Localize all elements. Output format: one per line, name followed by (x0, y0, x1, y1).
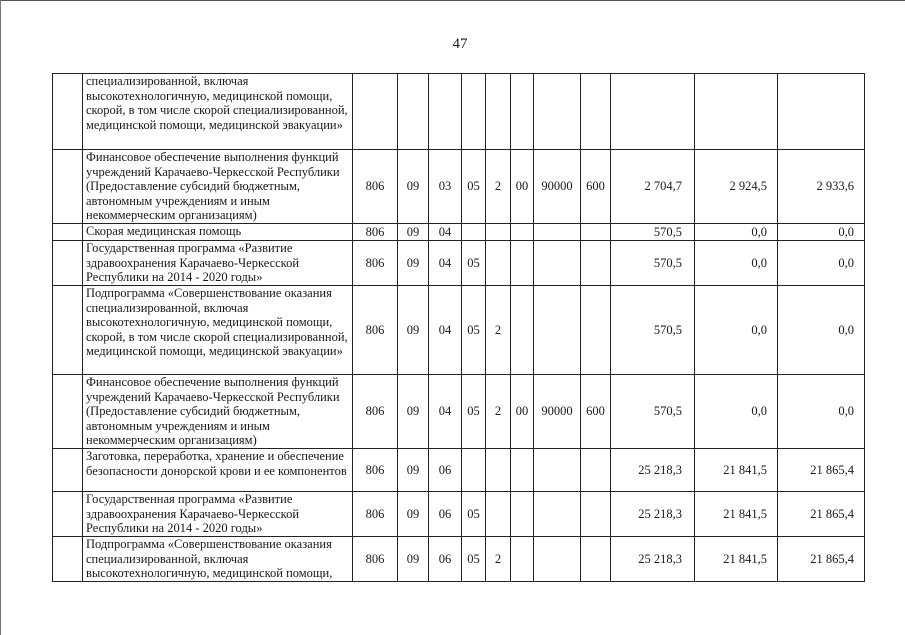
cell-cs1: 05 (462, 491, 486, 536)
cell-y1: 570,5 (611, 240, 695, 285)
cell-cs1: 05 (462, 285, 486, 374)
cell-y1: 2 704,7 (611, 150, 695, 224)
cell-y3: 2 933,6 (778, 150, 865, 224)
table-row (53, 223, 865, 240)
cell-pr: 04 (429, 285, 462, 374)
cell-ved: 806 (353, 536, 398, 581)
cell-y3: 0,0 (778, 374, 865, 448)
cell-vr (581, 536, 611, 581)
cell-pr: 04 (429, 223, 462, 240)
cell-pr: 03 (429, 150, 462, 224)
row-margin-cell (53, 536, 83, 581)
row-margin-cell (53, 491, 83, 536)
cell-cs3 (511, 223, 534, 240)
page-number: 47 (452, 36, 468, 52)
cell-cs2 (486, 240, 511, 285)
table-row (53, 240, 865, 285)
cell-cs1: 05 (462, 150, 486, 224)
cell-cs2 (486, 223, 511, 240)
table-row (53, 448, 865, 491)
cell-y2: 21 841,5 (695, 491, 778, 536)
page-top-border (0, 0, 905, 5)
cell-y3: 21 865,4 (778, 536, 865, 581)
cell-cs2 (486, 74, 511, 150)
cell-cs1: 05 (462, 374, 486, 448)
cell-y3 (778, 74, 865, 150)
row-margin-cell (53, 374, 83, 448)
cell-y3: 21 865,4 (778, 448, 865, 491)
cell-cs2: 2 (486, 285, 511, 374)
row-margin-cell (53, 448, 83, 491)
cell-rz (398, 74, 429, 150)
cell-ved: 806 (353, 285, 398, 374)
table-row (53, 150, 865, 224)
cell-y2: 2 924,5 (695, 150, 778, 224)
row-margin-cell (53, 223, 83, 240)
cell-y2: 21 841,5 (695, 448, 778, 491)
cell-y2: 0,0 (695, 285, 778, 374)
cell-cs1 (462, 448, 486, 491)
cell-rz: 09 (398, 285, 429, 374)
cell-cs4 (534, 74, 581, 150)
cell-cs2: 2 (486, 150, 511, 224)
cell-vr: 600 (581, 150, 611, 224)
cell-y1: 25 218,3 (611, 536, 695, 581)
row-margin-cell (53, 285, 83, 374)
cell-rz: 09 (398, 536, 429, 581)
cell-cs2: 2 (486, 536, 511, 581)
cell-y1 (611, 74, 695, 150)
cell-cs3 (511, 491, 534, 536)
cell-y2: 0,0 (695, 374, 778, 448)
cell-cs4: 90000 (534, 374, 581, 448)
row-name: Государственная программа «Развитие здравоохранения Карачаево-Черкесской Республики на 2014 - 2020 годы» (83, 240, 353, 285)
cell-rz: 09 (398, 240, 429, 285)
row-name: Подпрограмма «Совершенствование оказания специализированной, включая высокотехнологичную, медицинской помощи, (83, 536, 353, 581)
cell-y1: 570,5 (611, 285, 695, 374)
budget-table (52, 73, 865, 582)
cell-cs3 (511, 536, 534, 581)
cell-cs1 (462, 74, 486, 150)
cell-rz: 09 (398, 491, 429, 536)
cell-cs4 (534, 285, 581, 374)
cell-cs1: 05 (462, 240, 486, 285)
cell-y2: 0,0 (695, 240, 778, 285)
cell-rz: 09 (398, 150, 429, 224)
cell-cs2 (486, 448, 511, 491)
cell-cs3 (511, 285, 534, 374)
cell-cs4 (534, 223, 581, 240)
cell-cs1 (462, 223, 486, 240)
row-name: Финансовое обеспечение выполнения функций учреждений Карачаево-Черкесской Республики (Предоставление субсидий бюджетным, автономным учреждениям и иным некоммерческим организациям) (83, 150, 353, 224)
cell-ved (353, 74, 398, 150)
cell-y1: 570,5 (611, 223, 695, 240)
cell-vr (581, 448, 611, 491)
cell-pr: 06 (429, 536, 462, 581)
row-margin-cell (53, 240, 83, 285)
table-row (53, 374, 865, 448)
cell-vr (581, 491, 611, 536)
cell-ved: 806 (353, 240, 398, 285)
cell-y3: 0,0 (778, 240, 865, 285)
cell-cs2 (486, 491, 511, 536)
cell-y3: 0,0 (778, 223, 865, 240)
cell-y3: 0,0 (778, 285, 865, 374)
row-name: специализированной, включая высокотехнологичную, медицинской помощи, скорой, в том числе скорой специализированной, медицинской помощи, медицинской эвакуации» (83, 74, 353, 150)
cell-y2: 0,0 (695, 223, 778, 240)
row-name: Скорая медицинская помощь (83, 223, 353, 240)
cell-cs4: 90000 (534, 150, 581, 224)
row-name: Заготовка, переработка, хранение и обеспечение безопасности донорской крови и ее компонентов (83, 448, 353, 491)
cell-cs2: 2 (486, 374, 511, 448)
row-margin-cell (53, 74, 83, 150)
cell-ved: 806 (353, 150, 398, 224)
cell-ved: 806 (353, 374, 398, 448)
table-row (53, 536, 865, 581)
cell-cs4 (534, 448, 581, 491)
cell-cs3: 00 (511, 150, 534, 224)
table-row (53, 285, 865, 374)
table-row (53, 74, 865, 150)
cell-vr (581, 74, 611, 150)
cell-vr (581, 223, 611, 240)
cell-vr (581, 285, 611, 374)
cell-cs3 (511, 240, 534, 285)
cell-cs3 (511, 448, 534, 491)
cell-y1: 570,5 (611, 374, 695, 448)
cell-y1: 25 218,3 (611, 491, 695, 536)
row-name: Финансовое обеспечение выполнения функций учреждений Карачаево-Черкесской Республики (Предоставление субсидий бюджетным, автономным учреждениям и иным некоммерческим организациям) (83, 374, 353, 448)
cell-y2: 21 841,5 (695, 536, 778, 581)
cell-vr (581, 240, 611, 285)
cell-pr: 06 (429, 448, 462, 491)
cell-cs3 (511, 74, 534, 150)
cell-ved: 806 (353, 491, 398, 536)
cell-ved: 806 (353, 223, 398, 240)
cell-pr (429, 74, 462, 150)
cell-ved: 806 (353, 448, 398, 491)
cell-pr: 04 (429, 374, 462, 448)
row-name: Государственная программа «Развитие здравоохранения Карачаево-Черкесской Республики на 2014 - 2020 годы» (83, 491, 353, 536)
table-row (53, 491, 865, 536)
cell-cs4 (534, 240, 581, 285)
row-margin-cell (53, 150, 83, 224)
cell-y1: 25 218,3 (611, 448, 695, 491)
cell-pr: 06 (429, 491, 462, 536)
cell-y3: 21 865,4 (778, 491, 865, 536)
cell-cs3: 00 (511, 374, 534, 448)
cell-rz: 09 (398, 448, 429, 491)
cell-cs4 (534, 491, 581, 536)
cell-vr: 600 (581, 374, 611, 448)
cell-y2 (695, 74, 778, 150)
cell-rz: 09 (398, 374, 429, 448)
cell-pr: 04 (429, 240, 462, 285)
page-left-edge (0, 0, 1, 635)
cell-cs4 (534, 536, 581, 581)
cell-cs1: 05 (462, 536, 486, 581)
row-name: Подпрограмма «Совершенствование оказания специализированной, включая высокотехнологичную, медицинской помощи, скорой, в том числе скорой специализированной, медицинской помощи, медицинской эвакуации» (83, 285, 353, 374)
cell-rz: 09 (398, 223, 429, 240)
